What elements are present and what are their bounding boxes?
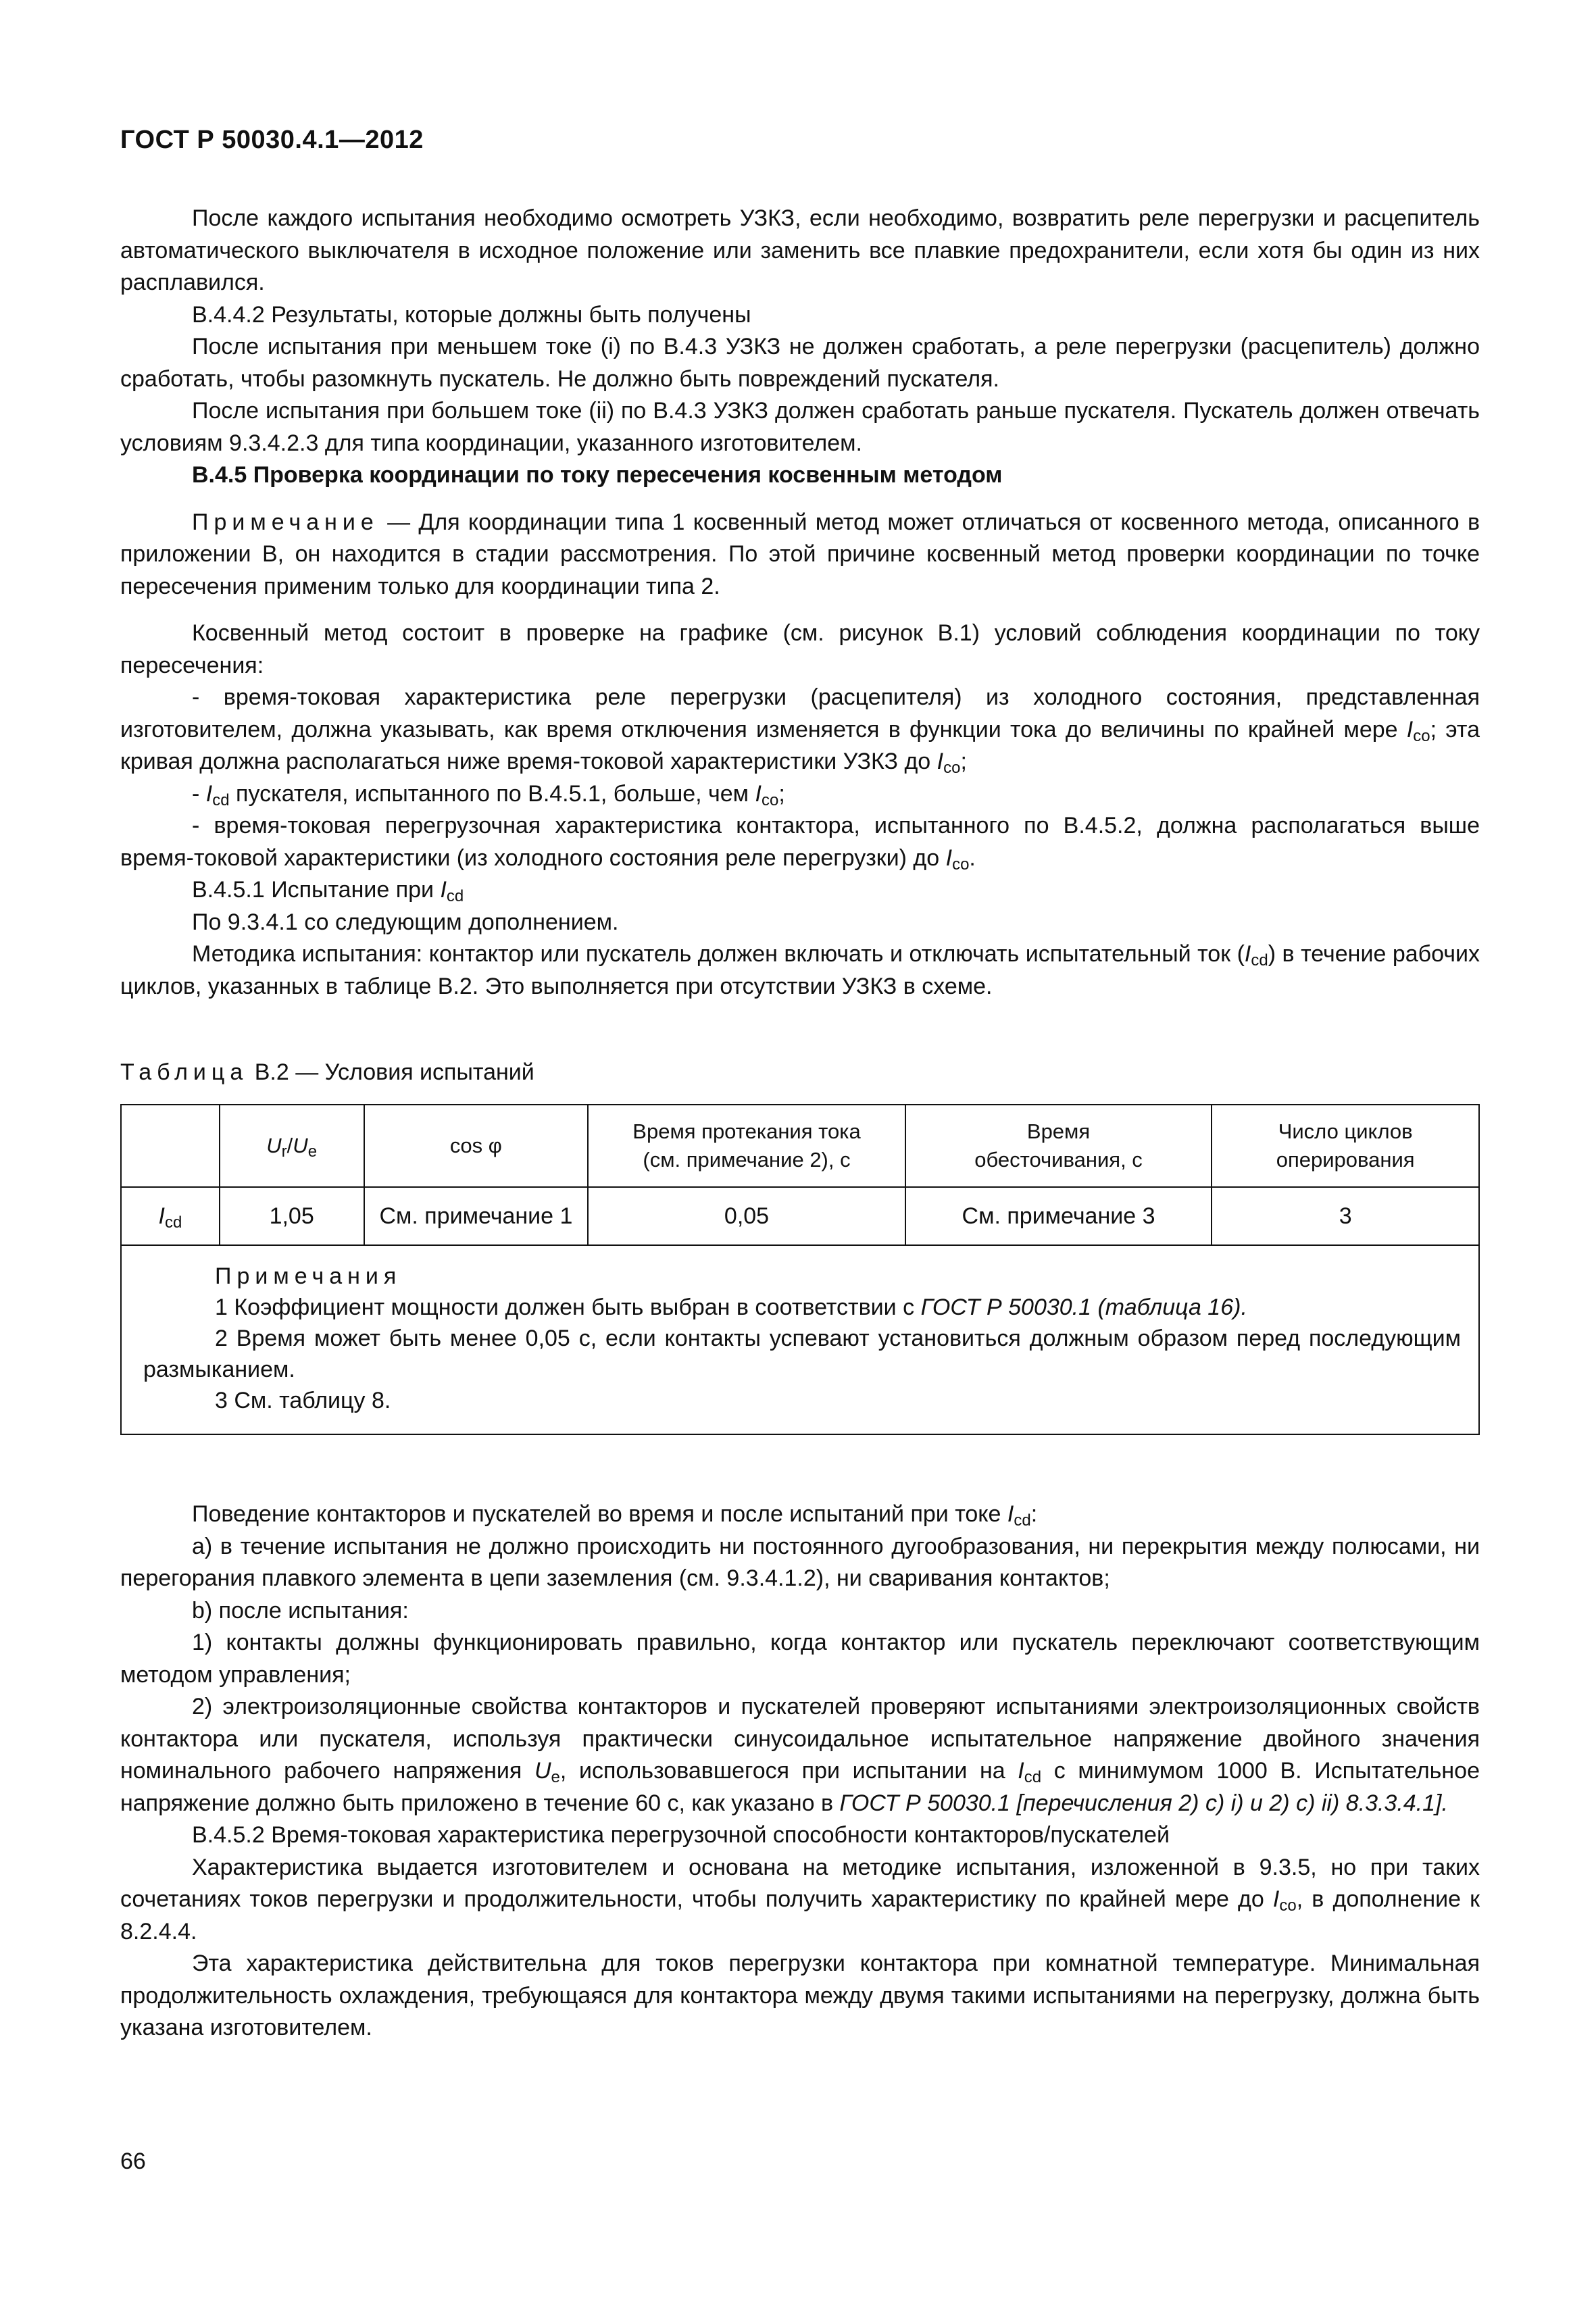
page-number: 66 bbox=[120, 2148, 146, 2174]
subscript: cd bbox=[1014, 1511, 1031, 1530]
table-caption-label: Таблица bbox=[120, 1059, 249, 1085]
subscript: e bbox=[307, 1142, 318, 1161]
table-header-row bbox=[121, 1105, 1479, 1187]
table-header-cell: cos φ bbox=[364, 1105, 589, 1187]
header-line: Время протекания тока bbox=[632, 1120, 861, 1143]
table-header-cell bbox=[588, 1105, 905, 1187]
note-item bbox=[143, 1292, 1461, 1323]
symbol-I: I bbox=[158, 1203, 165, 1229]
table-cell: См. примечание 1 bbox=[364, 1187, 589, 1245]
note-item: 2 Время может быть менее 0,05 с, если контакты успевают установиться должным образом перед последующим размыканием. bbox=[143, 1326, 1461, 1382]
subscript: co bbox=[952, 855, 970, 874]
table-header-cell bbox=[220, 1105, 364, 1187]
section-heading: В.4.5 Проверка координации по току пересечения косвенным методом bbox=[192, 462, 1003, 488]
subsection-title: В.4.5.2 Время-токовая характеристика перегрузочной способности контакторов/пускателей bbox=[192, 1822, 1170, 1848]
header-line: Число циклов bbox=[1278, 1120, 1413, 1143]
symbol-I: I bbox=[205, 780, 213, 807]
text-run: 2) электроизоляционные свойства контакторов и пускателей проверяют испытаниями электроизоляционных свойств контактора или пускателя, используя практически синусоидальное испытательное напряжение двойного значения номинального рабочего напряжения bbox=[120, 1694, 1480, 1784]
symbol-U: U bbox=[266, 1134, 282, 1157]
subscript: cd bbox=[446, 887, 464, 905]
paragraph bbox=[120, 1499, 1480, 1531]
text-run: ) в течение рабочих циклов, указанных в таблице В.2. Это выполняется при отсутствии УЗКЗ в схеме. bbox=[120, 941, 1480, 999]
table-notes-row bbox=[121, 1245, 1479, 1434]
table-header-cell bbox=[905, 1105, 1212, 1187]
paragraph: По 9.3.4.1 со следующим дополнением. bbox=[192, 909, 619, 935]
paragraph bbox=[120, 682, 1480, 778]
paragraph bbox=[120, 778, 1480, 811]
symbol-I: I bbox=[755, 780, 762, 807]
text-run: с минимумом 1000 В. Испытательное напряжение должно быть приложено в течение 60 с, как указано в bbox=[120, 1758, 1480, 1816]
subscript: e bbox=[551, 1768, 560, 1786]
subscript: r bbox=[281, 1142, 287, 1161]
header-line: Время bbox=[1026, 1120, 1091, 1143]
paragraph: b) после испытания: bbox=[192, 1597, 409, 1624]
table-header-cell bbox=[121, 1105, 220, 1187]
symbol-I: I bbox=[945, 845, 953, 871]
text-run: - время-токовая перегрузочная характеристика контактора, испытанного по В.4.5.2, должна располагаться выше время-токовой характеристики (из холодного состояния реле перегрузки) до bbox=[120, 813, 1480, 871]
header-line: (см. примечание 2), с bbox=[643, 1148, 851, 1172]
paragraph bbox=[120, 1691, 1480, 1819]
subsection-title bbox=[120, 874, 1480, 907]
subscript: co bbox=[943, 759, 961, 777]
symbol-U: U bbox=[293, 1134, 308, 1157]
reference: ГОСТ Р 50030.1 [перечисления 2) c) i) и 2) c) ii) 8.3.3.4.1]. bbox=[839, 1790, 1448, 1816]
text-run: Методика испытания: контактор или пускатель должен включать и отключать испытательный ток ( bbox=[192, 941, 1245, 967]
symbol-I: I bbox=[1244, 941, 1251, 967]
note-paragraph bbox=[120, 507, 1480, 603]
symbol-I: I bbox=[1406, 716, 1414, 743]
symbol-I: I bbox=[1018, 1758, 1024, 1784]
notes-label: Примечания bbox=[215, 1263, 402, 1289]
table-cell: 3 bbox=[1212, 1187, 1479, 1245]
subscript: cd bbox=[1024, 1768, 1042, 1786]
subscript: cd bbox=[1251, 951, 1268, 970]
text-run: - bbox=[192, 780, 206, 807]
text-run: ; bbox=[778, 780, 785, 807]
text-run: ; bbox=[960, 749, 967, 774]
paragraph bbox=[120, 1852, 1480, 1948]
text-run: ; эта кривая должна располагаться ниже время-токовой характеристики УЗКЗ до bbox=[120, 716, 1480, 774]
text-run: В.4.5.1 Испытание при bbox=[192, 877, 441, 903]
subscript: cd bbox=[164, 1213, 182, 1232]
paragraph: После испытания при меньшем токе (i) по В.4.3 УЗКЗ не должен сработать, а реле перегрузки (расцепитель) должно сработать, чтобы разомкнуть пускатель. Не должно быть повреждений пускателя. bbox=[120, 334, 1480, 392]
symbol-U: U bbox=[534, 1758, 551, 1784]
paragraph: В.4.4.2 Результаты, которые должны быть получены bbox=[192, 301, 751, 328]
section-text-lower bbox=[120, 1499, 1480, 2044]
test-conditions-table bbox=[120, 1104, 1480, 1435]
table-cell: 0,05 bbox=[588, 1187, 905, 1245]
text-run: 1 Коэффициент мощности должен быть выбран в соответствии с bbox=[215, 1294, 921, 1320]
symbol-I: I bbox=[1272, 1886, 1280, 1912]
section-text-upper bbox=[120, 203, 1480, 1003]
paragraph bbox=[120, 938, 1480, 1003]
table-cell bbox=[121, 1187, 220, 1245]
subscript: co bbox=[1413, 726, 1430, 745]
header-line: оперирования bbox=[1276, 1148, 1415, 1172]
table-notes bbox=[121, 1245, 1479, 1434]
symbol-I: I bbox=[440, 877, 447, 903]
table-caption-text: В.2 — Условия испытаний bbox=[248, 1059, 534, 1085]
subscript: co bbox=[1279, 1896, 1297, 1915]
table-caption bbox=[120, 1059, 534, 1086]
note-label: Примечание bbox=[192, 509, 379, 535]
text-run: - время-токовая характеристика реле перегрузки (расцепителя) из холодного состояния, представленная изготовителем, должна указывать, как время отключения изменяется в функции тока до величины по крайней мере bbox=[120, 684, 1480, 743]
table-cell: 1,05 bbox=[220, 1187, 364, 1245]
paragraph: После каждого испытания необходимо осмотреть УЗКЗ, если необходимо, возвратить реле перегрузки и расцепитель автоматического выключателя в исходное положение или заменить все плавкие предохранители, если хотя бы один из них расплавился. bbox=[120, 205, 1480, 295]
text-run: Поведение контакторов и пускателей во время и после испытаний при токе bbox=[192, 1501, 1007, 1527]
note-text: — Для координации типа 1 косвенный метод может отличаться от косвенного метода, описанного в приложении В, он находится в стадии рассмотрения. По этой причине косвенный метод проверки координации по точке пересечения применим только для координации типа 2. bbox=[120, 509, 1480, 599]
paragraph bbox=[120, 810, 1480, 874]
subscript: co bbox=[761, 790, 779, 809]
subscript: cd bbox=[212, 790, 230, 809]
table-cell: См. примечание 3 bbox=[905, 1187, 1212, 1245]
text-run: : bbox=[1030, 1501, 1038, 1527]
text-run: , в дополнение к 8.2.4.4. bbox=[120, 1886, 1480, 1944]
document-header: ГОСТ Р 50030.4.1—2012 bbox=[120, 126, 424, 154]
reference: ГОСТ Р 50030.1 (таблица 16). bbox=[920, 1294, 1247, 1320]
paragraph: Косвенный метод состоит в проверке на графике (см. рисунок В.1) условий соблюдения координации по току пересечения: bbox=[120, 620, 1480, 678]
symbol-I: I bbox=[937, 749, 944, 774]
symbol-I: I bbox=[1007, 1501, 1014, 1527]
note-item: 3 См. таблицу 8. bbox=[215, 1388, 391, 1413]
slash: / bbox=[286, 1134, 293, 1157]
table-row bbox=[121, 1187, 1479, 1245]
table-header-cell bbox=[1212, 1105, 1479, 1187]
paragraph: После испытания при большем токе (ii) по В.4.3 УЗКЗ должен сработать раньше пускателя. Пускатель должен отвечать условиям 9.3.4.2.3 для типа координации, указанного изготовителем. bbox=[120, 398, 1480, 456]
text-run: . bbox=[969, 845, 976, 871]
paragraph: Эта характеристика действительна для токов перегрузки контактора при комнатной температуре. Минимальная продолжительность охлаждения, требующаяся для контактора между двумя такими испытаниями на перегрузку, должна быть указана изготовителем. bbox=[120, 1951, 1480, 2040]
paragraph: 1) контакты должны функционировать правильно, когда контактор или пускатель переключают соответствующим методом управления; bbox=[120, 1630, 1480, 1688]
text-run: Характеристика выдается изготовителем и основана на методике испытания, изложенной в 9.3.5, но при таких сочетаниях токов перегрузки и продолжительности, чтобы получить характеристику по крайней мере до bbox=[120, 1854, 1480, 1912]
paragraph: a) в течение испытания не должно происходить ни постоянного дугообразования, ни перекрытия между полюсами, ни перегорания плавкого элемента в цепи заземления (см. 9.3.4.1.2), ни сваривания контактов; bbox=[120, 1533, 1480, 1591]
text-run: , использовавшегося при испытании на bbox=[559, 1758, 1018, 1784]
header-line: обесточивания, с bbox=[974, 1148, 1143, 1172]
text-run: пускателя, испытанного по В.4.5.1, больше, чем bbox=[229, 780, 755, 807]
